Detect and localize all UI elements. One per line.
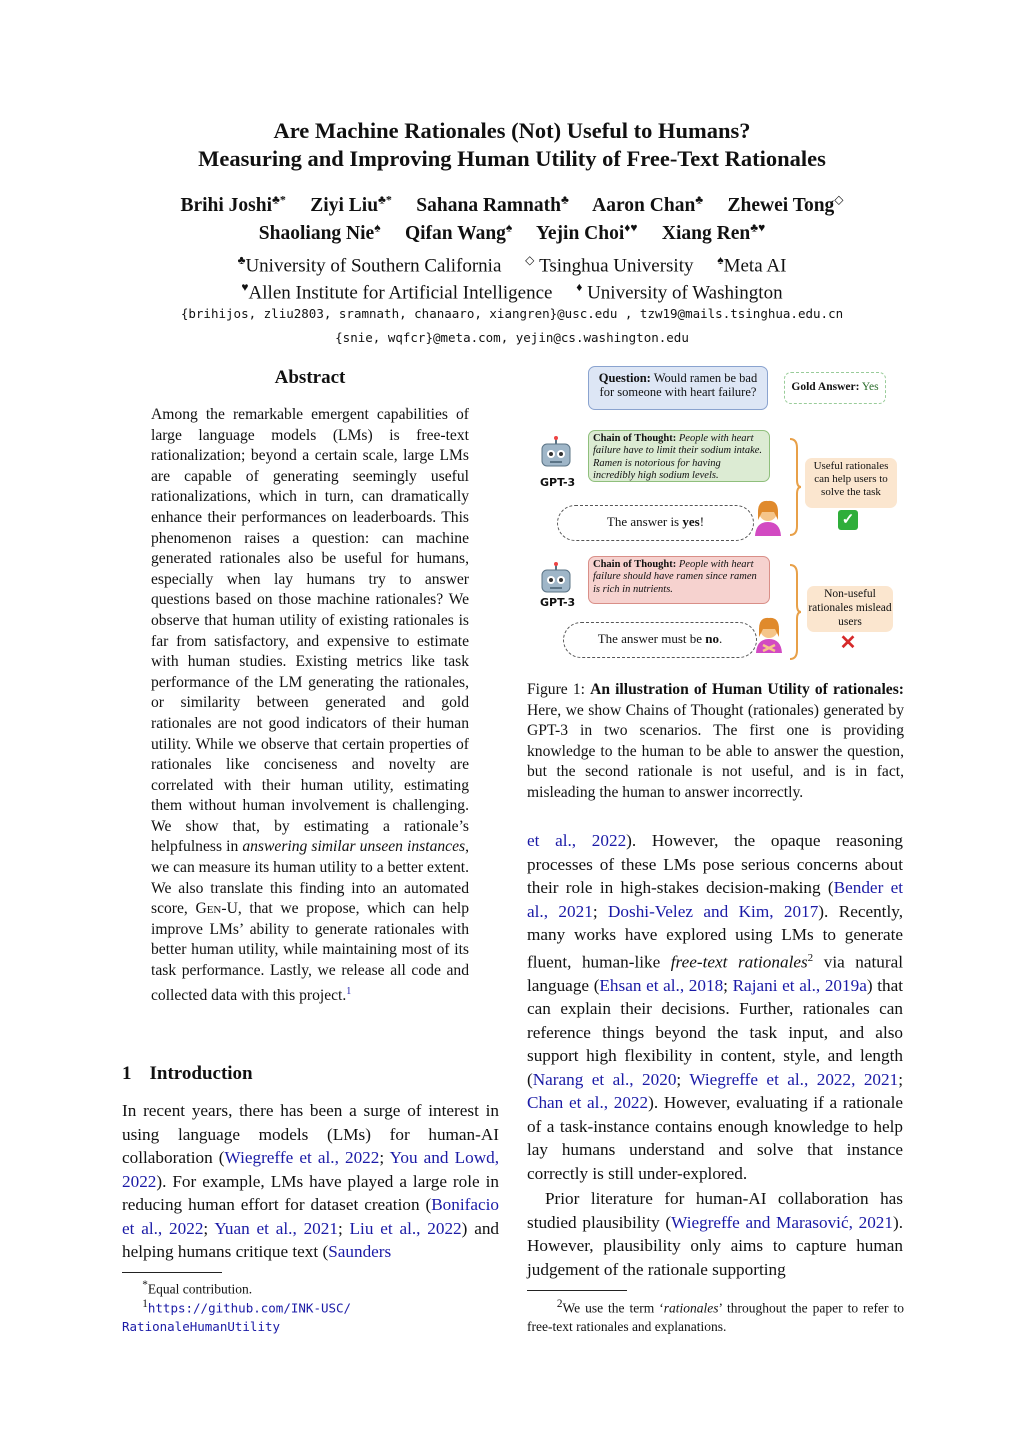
github-link-continued[interactable]: RationaleHumanUtility [122, 1318, 281, 1334]
citation-link[interactable]: Wiegreffe and Marasović, 2021 [671, 1212, 893, 1232]
figure-1 [527, 360, 904, 670]
footnote-rationales: $^2$We use the term ‘rationales’ throughout the paper to refer to free-text rationales and explanations. [527, 1298, 904, 1334]
email-line-2: {snie, wqfcr}@meta.com, yejin@cs.washington.edu [335, 330, 689, 345]
github-link[interactable]: https://github.com/INK-USC/ [147, 1300, 352, 1316]
author: Yejin Choi♦♥ [535, 220, 638, 244]
model-label: GPT-3 [540, 476, 576, 489]
affiliation-row-2: ♥Allen Institute for Artificial Intelligence ♦ University of Washington [241, 280, 783, 304]
model-label: GPT-3 [540, 596, 576, 609]
author: Shaoliang Nie♠ [258, 220, 381, 244]
person-icon [752, 500, 784, 536]
citation-link[interactable]: Ehsan et al., 2018 [599, 975, 724, 995]
section-heading-introduction: 1 Introduction [122, 1063, 253, 1084]
author: Sahana Ramnath♣ [416, 192, 569, 216]
footnote-rule [527, 1290, 627, 1291]
author: Xiang Ren♣♥ [661, 220, 766, 244]
citation-link[interactable]: Chan et al., 2022 [527, 1093, 649, 1113]
citation-link[interactable]: Narang et al., 2020 [532, 1069, 677, 1089]
answer-bubble-yes: The answer is yes! [557, 505, 754, 541]
cross-icon: ✕ [839, 632, 857, 654]
author: Brihi Joshi♣* [180, 192, 286, 216]
citation-link[interactable]: Wiegreffe et al., 2022, 2021 [689, 1069, 899, 1089]
rationale-box-useful: Chain of Thought: People with heart failure have to limit their sodium intake. Ramen is notorious for having incredibly high sodium levels. [588, 430, 770, 482]
bracket-icon [789, 438, 801, 536]
person-icon [753, 617, 785, 653]
author: Zhewei Tong◇ [727, 192, 844, 216]
author: Qifan Wang♠ [404, 220, 513, 244]
citation-link[interactable]: Doshi-Velez and Kim, 2017 [608, 901, 819, 921]
answer-bubble-no: The answer must be no. [563, 622, 757, 658]
email-line-1: {brihijos, zliu2803, sramnath, chanaaro, xiangren}@usc.edu , tzw19@mails.tsinghua.edu.cn [180, 306, 844, 321]
question-box: Question: Would ramen be bad for someone with heart failure? [588, 366, 768, 410]
introduction-paragraph: In recent years, there has been a surge of interest in using language models (LMs) for human-AI collaboration (Wiegreffe et al., 2022; You and Lowd, 2022). For example, LMs have played a large role in reducing human effort for dataset creation (Bonifacio et al., 2022; Yuan et al., 2021; Liu et al., 2022) and helping humans critique text (Saunders [122, 1101, 500, 1261]
paper-title-line1: Are Machine Rationales (Not) Useful to Humans? [273, 118, 751, 143]
citation-link[interactable]: Saunders [328, 1242, 392, 1261]
citation-link[interactable]: Bender et al., 2021 [527, 878, 903, 921]
author: Aaron Chan♣ [592, 192, 704, 216]
right-column-text: et al., 2022). However, the opaque reasoning processes of these LMs pose serious concerns about their role in high-stakes decision-making (Bender et al., 2021; Doshi-Velez and Kim, 2017). Recently, many works have explored using LMs to generate fluent, human-like free-text rationales$^2$ via natural language (Ehsan et al., 2018; Rajani et al., 2019a) that can explain their decisions. Further, rationales can reference things beyond the task input, and also support high flexibility in content, style, and length (Narang et al., 2020; Wiegreffe et al., 2022, 2021; Chan et al., 2022). However, evaluating if a rationale of a task-instance contains enough knowledge to help lay humans understand and solve that instance correctly is still under-explored. Prior literature for human-AI collaboration has studied plausibility (Wiegreffe and Marasović, 2021). However, plausibility only aims to capture human judgement of the rationale supporting [527, 831, 904, 1279]
affiliation-row-1: ♣University of Southern California ◇ Tsinghua University ♠Meta AI [237, 253, 787, 277]
robot-icon [539, 436, 573, 470]
paper-title-line2: Measuring and Improving Human Utility of Free-Text Rationales [198, 146, 826, 171]
abstract-text: Among the remarkable emergent capabilities of large language models (LMs) is free-text rationalization; beyond a certain scale, large LMs are capable of generating seemingly useful rationalizations, which in turn, can dramatically enhance their performances on leaderboards. This phenomenon raises a question: can machine generated rationales also be useful for humans, especially when lay humans try to answer questions based on those machine rationales? We observe that human utility of existing rationales is far from satisfactory, and expensive to estimate with human studies. Existing metrics like task performance of the LM generating the rationales, or similarity between generated and gold rationales are not good indicators of their human utility. While we observe that certain properties of rationales like conciseness and novelty are correlated with their human utility, estimating them without human involvement is challenging. We show that, by estimating a rationale’s helpfulness in answering similar unseen instances, we can measure its human utility to a better extent. We also translate this finding into an automated score, Gen-U, that we propose, which can help improve LMs’ ability to generate rationales with better human utility, while maintaining most of its task performance. Lastly, we release all code and collected data with this project.$^1$ [151, 406, 470, 1004]
footnote-equal-contribution: *Equal contribution. [142, 1279, 253, 1297]
citation-link[interactable]: Rajani et al., 2019a [732, 975, 867, 995]
useful-note: Useful rationales can help users to solve the task [805, 458, 897, 508]
rationale-box-misleading: Chain of Thought: People with heart failure should have ramen since ramen is rich in nutrients. [588, 556, 770, 604]
citation-link[interactable]: Wiegreffe et al., 2022 [224, 1148, 380, 1167]
robot-icon [539, 562, 573, 596]
gold-answer-box: Gold Answer: Yes [784, 372, 886, 404]
author-row-2 [0, 213, 1024, 248]
citation-link[interactable]: Liu et al., 2022 [349, 1218, 462, 1238]
footnote-code-url: $^1$https://github.com/INK-USC/ RationaleHumanUtility [122, 1298, 352, 1334]
abstract-heading: Abstract [274, 367, 346, 388]
citation-link[interactable]: et al., 2022 [527, 831, 627, 850]
citation-link[interactable]: Bonifacio et al., 2022 [122, 1195, 499, 1238]
citation-link[interactable]: You and Lowd, 2022 [122, 1148, 500, 1191]
footnote-rule [122, 1272, 222, 1273]
citation-link[interactable]: Yuan et al., 2021 [214, 1218, 338, 1238]
check-icon: ✓ [838, 510, 858, 530]
author: Ziyi Liu♣* [310, 192, 392, 216]
nonuseful-note: Non-useful rationales mislead users [807, 586, 893, 632]
bracket-icon [789, 564, 801, 660]
figure-1-caption: Figure 1: An illustration of Human Utility of rationales: Here, we show Chains of Thought (rationales) generated by GPT-3 in two scenarios. The first one is providing knowledge to the human to be able to answer the question, but the second rationale is not useful, and is in fact, misleading the human to answer incorrectly. [527, 681, 904, 801]
